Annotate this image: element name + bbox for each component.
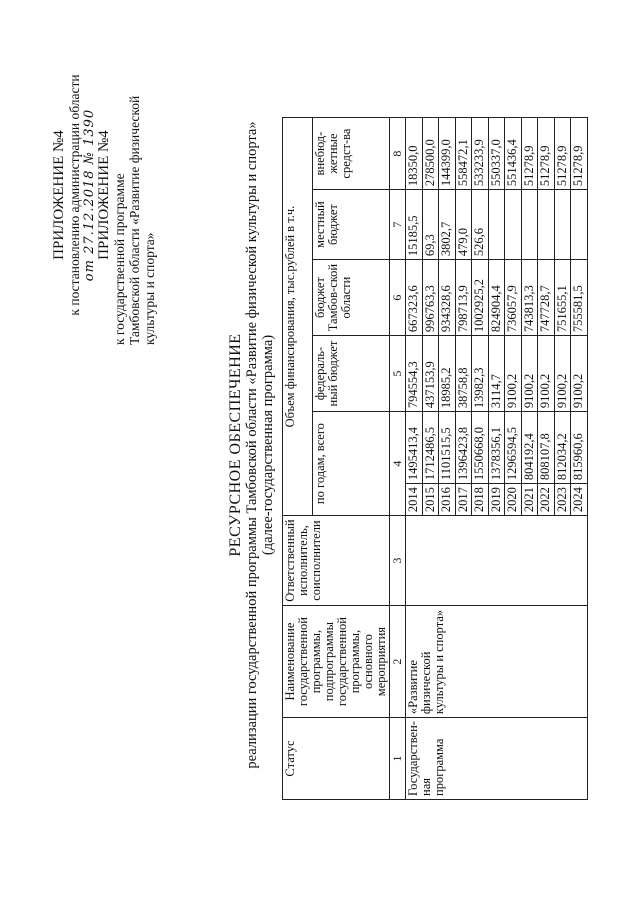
col-number: 5: [390, 336, 406, 412]
regional-cell: 736057,9: [505, 260, 522, 336]
header-executor: Ответственный исполнитель, соисполнители: [283, 516, 390, 606]
regional-cell: 747728,7: [538, 260, 555, 336]
resource-table: [282, 117, 588, 800]
header-extra: внебюд-жетные средст-ва: [312, 118, 389, 190]
local-cell: [538, 190, 555, 260]
extra-cell: 551436,4: [505, 118, 522, 190]
total-cell: 1550668,0: [472, 412, 489, 484]
local-cell: [488, 190, 505, 260]
extra-cell: 18350,0: [406, 118, 423, 190]
total-cell: 1101515,5: [439, 412, 456, 484]
program-name-cell: «Развитие физической культуры и спорта»: [406, 606, 588, 718]
extra-cell: 51278,9: [538, 118, 555, 190]
federal-cell: 3114,7: [488, 336, 505, 412]
appendix-title-2: ПРИЛОЖЕНИЕ №4: [96, 130, 112, 260]
extra-cell: 144399,0: [439, 118, 456, 190]
appendix-block: [52, 45, 157, 345]
total-cell: 804192,4: [521, 412, 538, 484]
header-by-years: по годам, всего: [312, 412, 389, 516]
federal-cell: 437153,9: [422, 336, 439, 412]
col-number: 1: [390, 718, 406, 800]
executor-cell: [406, 516, 588, 606]
header-local: местный бюджет: [312, 190, 389, 260]
regional-cell: 667323,6: [406, 260, 423, 336]
document-subtitle: реализации государственной программы Тамбовской области «Развитие физической культуры и спорта»: [244, 121, 260, 769]
handwritten-date-number: от 27.12.2018 № 1390: [82, 108, 97, 282]
total-cell: 1495413,4: [406, 412, 423, 484]
extra-cell: 278500,0: [422, 118, 439, 190]
total-cell: 1296594,5: [505, 412, 522, 484]
document-title: РЕСУРСНОЕ ОБЕСПЕЧЕНИЕ: [227, 333, 244, 557]
header-name: Наименование государственной программы, подпрограммы государственной программы, основного мероприятия: [283, 606, 390, 718]
col-number: 6: [390, 260, 406, 336]
total-cell: 1712486,5: [422, 412, 439, 484]
year-cell: 2020: [505, 484, 522, 516]
local-cell: 69,3: [422, 190, 439, 260]
year-cell: 2021: [521, 484, 538, 516]
appendix-line-2: к государственной программе: [112, 173, 127, 345]
header-regional: бюджет Тамбов-ской области: [312, 260, 389, 336]
total-cell: 1396423,8: [455, 412, 472, 484]
total-cell: 812034,2: [554, 412, 571, 484]
federal-cell: 794554,3: [406, 336, 423, 412]
regional-cell: 934328,6: [439, 260, 456, 336]
year-cell: 2024: [571, 484, 588, 516]
col-number: 8: [390, 118, 406, 190]
extra-cell: 550337,0: [488, 118, 505, 190]
extra-cell: 533233,9: [472, 118, 489, 190]
year-cell: 2015: [422, 484, 439, 516]
year-cell: 2014: [406, 484, 423, 516]
appendix-line: к постановлению администрации области: [67, 74, 82, 316]
local-cell: 15185,5: [406, 190, 423, 260]
col-number: 4: [390, 412, 406, 516]
status-cell: Государствен-ная программа: [406, 718, 588, 800]
regional-cell: 824904,4: [488, 260, 505, 336]
appendix-line-3: Тамбовской области «Развитие физической: [127, 95, 142, 345]
appendix-line-4: культуры и спорта»: [142, 232, 157, 345]
document-subtitle-2: (далее-государственная программа): [260, 334, 276, 556]
total-cell: 1378356,1: [488, 412, 505, 484]
local-cell: [521, 190, 538, 260]
regional-cell: 996763,3: [422, 260, 439, 336]
total-cell: 815960,6: [571, 412, 588, 484]
column-numbers-row: [390, 118, 406, 800]
year-cell: 2022: [538, 484, 555, 516]
local-cell: 479,0: [455, 190, 472, 260]
year-cell: 2018: [472, 484, 489, 516]
year-cell: 2017: [455, 484, 472, 516]
col-number: 2: [390, 606, 406, 718]
local-cell: 526,6: [472, 190, 489, 260]
table-body: [406, 118, 588, 800]
regional-cell: 751655,1: [554, 260, 571, 336]
extra-cell: 558472,1: [455, 118, 472, 190]
col-number: 7: [390, 190, 406, 260]
federal-cell: 9100,2: [505, 336, 522, 412]
year-cell: 2023: [554, 484, 571, 516]
header-federal: федераль-ный бюджет: [312, 336, 389, 412]
federal-cell: 18985,2: [439, 336, 456, 412]
regional-cell: 798713,9: [455, 260, 472, 336]
regional-cell: 743813,3: [521, 260, 538, 336]
table-row: [406, 118, 423, 800]
federal-cell: 9100,2: [571, 336, 588, 412]
local-cell: [505, 190, 522, 260]
extra-cell: 51278,9: [521, 118, 538, 190]
regional-cell: 755581,5: [571, 260, 588, 336]
year-cell: 2019: [488, 484, 505, 516]
regional-cell: 1002925,2: [472, 260, 489, 336]
header-funding: Объем финансирования, тыс.рублей в т.ч.: [283, 118, 313, 516]
local-cell: 3802,7: [439, 190, 456, 260]
appendix-title: ПРИЛОЖЕНИЕ №4: [51, 130, 67, 260]
federal-cell: 13982,3: [472, 336, 489, 412]
federal-cell: 9100,2: [554, 336, 571, 412]
extra-cell: 51278,9: [554, 118, 571, 190]
federal-cell: 9100,2: [538, 336, 555, 412]
header-status: Статус: [283, 718, 390, 800]
extra-cell: 51278,9: [571, 118, 588, 190]
col-number: 3: [390, 516, 406, 606]
federal-cell: 9100,2: [521, 336, 538, 412]
total-cell: 808107,8: [538, 412, 555, 484]
year-cell: 2016: [439, 484, 456, 516]
local-cell: [571, 190, 588, 260]
local-cell: [554, 190, 571, 260]
federal-cell: 38758,8: [455, 336, 472, 412]
